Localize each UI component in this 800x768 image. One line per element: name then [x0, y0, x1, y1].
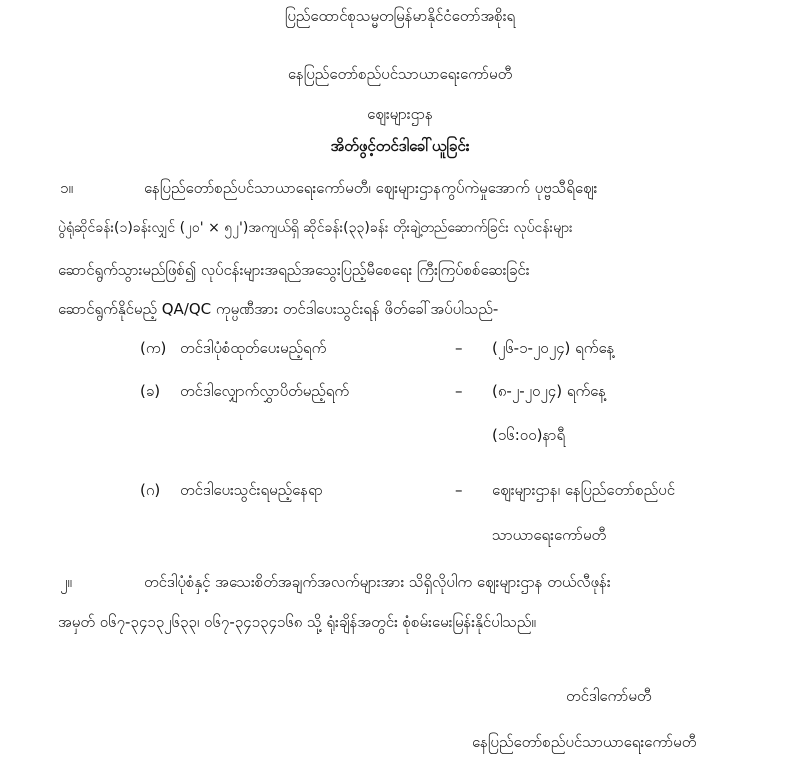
item-kha-extra: (၁၆:၀၀)နာရီ — [492, 426, 566, 444]
item-kha-label: (ခ) — [140, 382, 161, 400]
item-kha-text: တင်ဒါလျှောက်လွှာပိတ်မည့်ရက် — [180, 382, 350, 400]
para1-line-3: ဆောင်ရွက်သွားမည်ဖြစ်၍ လုပ်ငန်းများအရည်အသွေးပြည့်မီစေရေး ကြီးကြပ်စစ်ဆေးခြင်း — [58, 261, 530, 279]
document-title: အိတ်ဖွင့်တင်ဒါခေါ်ယူခြင်း — [330, 137, 470, 155]
signature-organization: နေပြည်တော်စည်ပင်သာယာရေးကော်မတီ — [472, 733, 697, 751]
header-line-government: ပြည်ထောင်စုသမ္မတမြန်မာနိုင်ငံတော်အစိုးရ — [284, 7, 516, 25]
header-line-committee: နေပြည်တော်စည်ပင်သာယာရေးကော်မတီ — [287, 65, 513, 83]
header-line-department: ဈေးများဌာန — [367, 105, 433, 123]
para1-line-2: ပွဲရုံဆိုင်ခန်း(၁)ခန်းလျှင် (၂၀' × ၅၂')အကျယ်ရှိ ဆိုင်ခန်း(၃၃)ခန်း တိုးချဲ့တည်ဆောက်ခြင်း လုပ်ငန်းများ — [58, 220, 573, 236]
item-ka-value: (၂၆-၁-၂၀၂၄) ရက်နေ့ — [492, 339, 615, 357]
para2-line-1: တင်ဒါပုံစံနှင့် အသေးစိတ်အချက်အလက်များအား သိရှိလိုပါက ဈေးများဌာန တယ်လီဖုန်း — [144, 573, 611, 591]
item-ga-extra: သာယာရေးကော်မတီ — [492, 526, 607, 544]
signature-committee: တင်ဒါကော်မတီ — [566, 687, 652, 705]
item-ka-text: တင်ဒါပုံစံထုတ်ပေးမည့်ရက် — [180, 339, 327, 357]
item-ga-label: (ဂ) — [140, 481, 161, 499]
item-ga-value: ဈေးများဌာန၊ နေပြည်တော်စည်ပင် — [492, 481, 676, 499]
para1-line-4: ဆောင်ရွက်နိုင်မည့် QA/QC ကုမ္ပဏီအား တင်ဒါပေးသွင်းရန် ဖိတ်ခေါ်အပ်ပါသည်- — [58, 300, 499, 318]
item-kha-dash: – — [455, 382, 463, 400]
para1-number: ၁။ — [60, 179, 73, 197]
item-ka-dash: – — [455, 339, 463, 357]
item-ka-label: (က) — [140, 339, 167, 357]
para2-line-2: အမှတ် ၀၆၇-၃၄၁၃၂၆၃၃၊ ၀၆၇-၃၄၁၃၄၁၆၈ သို့ ရုံးချိန်အတွင်း စုံစမ်းမေးမြန်းနိုင်ပါသည်။ — [58, 613, 536, 631]
item-ga-dash: – — [455, 481, 463, 499]
item-kha-value: (၈-၂-၂၀၂၄) ရက်နေ့ — [492, 382, 607, 400]
para1-line-1: နေပြည်တော်စည်ပင်သာယာရေးကော်မတီ၊ ဈေးများဌာနကွပ်ကဲမှုအောက် ပုဗ္ဗသီရိဈေး — [144, 179, 598, 197]
para2-number: ၂။ — [60, 573, 72, 591]
item-ga-text: တင်ဒါပေးသွင်းရမည့်နေရာ — [180, 481, 323, 499]
